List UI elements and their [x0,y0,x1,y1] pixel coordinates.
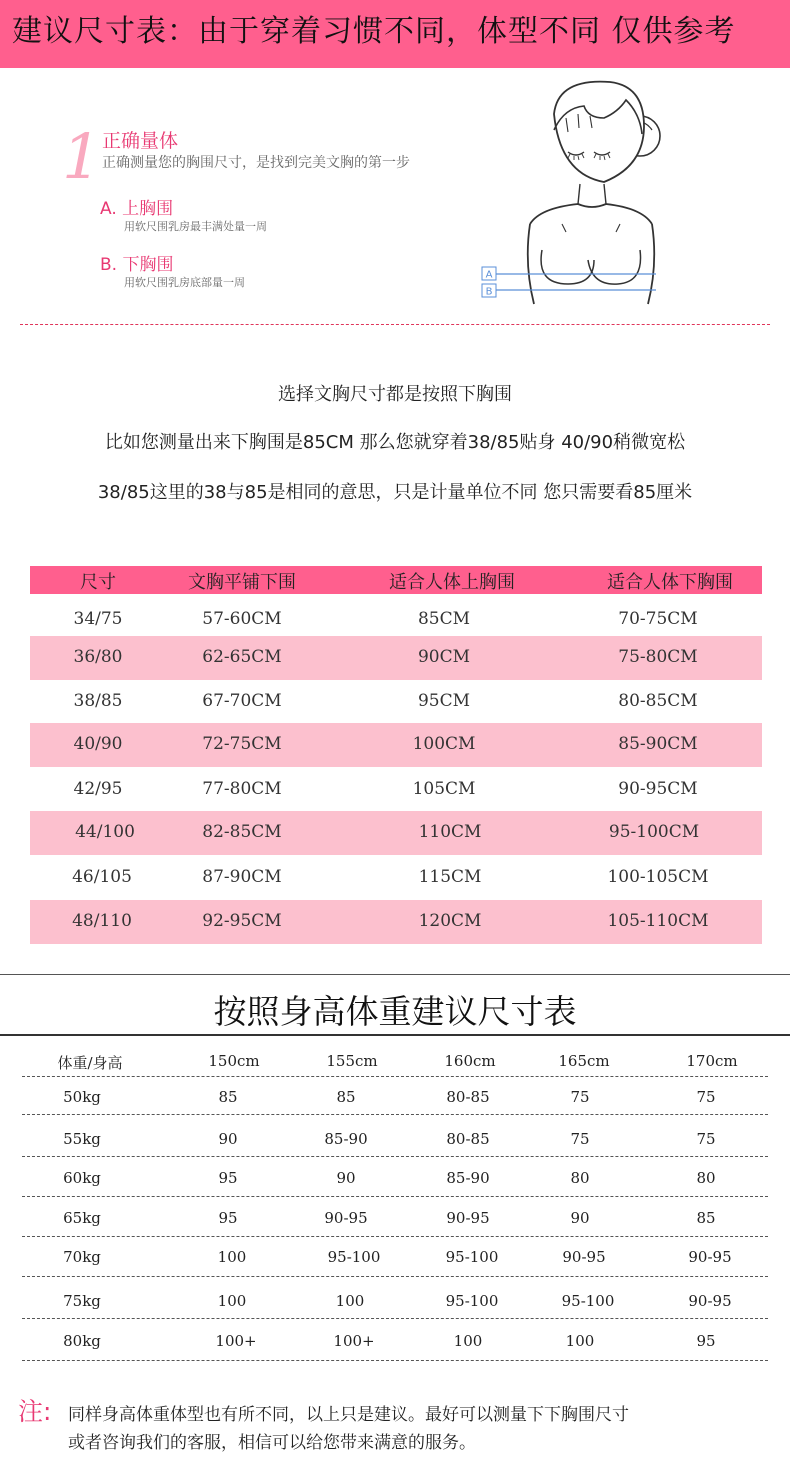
hw-cell: 85 [218,1088,238,1106]
hw-header-cell: 160cm [444,1052,496,1070]
size-row [30,768,762,812]
hw-cell: 75 [570,1088,590,1106]
hw-header-row [22,1046,768,1076]
header-cell: 适合人体下胸围 [607,572,733,593]
step-number: 1 [62,120,102,193]
hw-cell: 85 [696,1209,716,1227]
hw-cell: 80 [570,1169,590,1187]
hw-cell: 80-85 [446,1088,490,1106]
hw-cell: 100 [565,1332,595,1350]
row-divider [22,1276,768,1277]
header-cell: 尺寸 [80,572,116,593]
size-row [30,811,762,855]
table-cell: 67-70CM [202,691,282,711]
hw-cell: 90 [218,1130,238,1148]
table-cell: 72-75CM [202,734,282,754]
hw-cell: 85 [336,1088,356,1106]
table-cell: 90-95CM [618,779,698,799]
table-cell: 44/100 [75,822,135,842]
hw-cell: 80 [696,1169,716,1187]
row-divider [22,1318,768,1319]
measure-description: 正确测量您的胸围尺寸，是找到完美文胸的第一步 [102,155,410,171]
section-divider [20,324,770,325]
hw-row [22,1124,768,1154]
hw-cell: 90-95 [324,1209,368,1227]
hw-cell: 75kg [63,1292,101,1310]
table-cell: 95CM [417,691,471,711]
hw-cell: 70kg [63,1248,101,1266]
hw-cell: 90-95 [562,1248,606,1266]
table-cell: 34/75 [73,609,123,629]
under-bust-title: B. 下胸围 [100,255,174,275]
upper-bust-title: A. 上胸围 [100,199,174,219]
table-cell: 46/105 [72,867,132,887]
table-cell: 95-100CM [608,822,700,842]
row-divider [22,1236,768,1237]
hw-header-cell: 体重/身高 [57,1054,123,1072]
table-cell: 100CM [412,734,476,754]
note-mark: 注: [18,1397,52,1426]
measure-title: 正确量体 [102,130,179,152]
hw-cell: 95 [218,1169,238,1187]
hw-cell: 95 [218,1209,238,1227]
hw-cell: 100+ [215,1332,257,1350]
row-divider [22,1360,768,1361]
hw-row [22,1286,768,1316]
note-line-1: 同样身高体重体型也有所不同，以上只是建议。最好可以测量下下胸围尺寸 [68,1405,629,1425]
table-cell: 115CM [418,867,482,887]
table-cell: 105-110CM [607,911,709,931]
hw-cell: 65kg [63,1209,101,1227]
row-divider [22,1196,768,1197]
hw-cell: 100 [453,1332,483,1350]
size-row [30,900,762,944]
hw-cell: 60kg [63,1169,101,1187]
table-cell: 120CM [418,911,482,931]
table-cell: 42/95 [73,779,123,799]
size-row [30,723,762,767]
hw-cell: 95 [696,1332,716,1350]
hw-header-cell: 170cm [686,1052,738,1070]
hw-header-cell: 165cm [558,1052,610,1070]
table-cell: 62-65CM [202,647,282,667]
row-divider [22,1114,768,1115]
size-row [30,856,762,900]
banner-title: 建议尺寸表：由于穿着习惯不同，体型不同 仅供参考 [12,14,736,49]
table-cell: 36/80 [73,647,123,667]
hw-cell: 90-95 [446,1209,490,1227]
intro-line-3: 38/85这里的38与85是相同的意思，只是计量单位不同 您只需要看85厘米 [97,482,693,503]
table-cell: 90CM [417,647,471,667]
hw-cell: 75 [570,1130,590,1148]
top-banner [0,0,790,68]
table-cell: 105CM [412,779,476,799]
hw-cell: 85-90 [446,1169,490,1187]
figure-label-a: A [485,269,493,281]
size-row [30,636,762,680]
hw-row [22,1242,768,1272]
measuring-figure-illustration [470,74,670,314]
row-divider [22,1156,768,1157]
hw-cell: 100 [335,1292,365,1310]
hw-cell: 80-85 [446,1130,490,1148]
under-bust-desc: 用软尺围乳房底部量一周 [124,276,245,289]
table-cell: 38/85 [73,691,123,711]
note-line-2: 或者咨询我们的客服，相信可以给您带来满意的服务。 [68,1433,476,1453]
table-cell: 70-75CM [618,609,698,629]
hw-row [22,1082,768,1112]
hw-cell: 100 [217,1292,247,1310]
hw-cell: 90 [570,1209,590,1227]
table-cell: 92-95CM [202,911,282,931]
hw-cell: 95-100 [445,1248,499,1266]
hw-cell: 50kg [63,1088,101,1106]
hw-cell: 95-100 [327,1248,381,1266]
hw-cell: 90-95 [688,1248,732,1266]
hw-cell: 80kg [63,1332,101,1350]
intro-line-1: 选择文胸尺寸都是按照下胸围 [278,384,512,405]
intro-line-2: 比如您测量出来下胸围是85CM 那么您就穿着38/85贴身 40/90稍微宽松 [104,432,686,453]
hw-cell: 75 [696,1130,716,1148]
section-rule-bottom [0,1034,790,1036]
table-cell: 100-105CM [607,867,709,887]
hw-cell: 55kg [63,1130,101,1148]
section-rule-top [0,974,790,975]
hw-header-cell: 150cm [208,1052,260,1070]
header-cell: 适合人体上胸围 [389,572,515,593]
table-cell: 48/110 [72,911,132,931]
hw-cell: 100 [217,1248,247,1266]
table-cell: 85CM [417,609,471,629]
hw-cell: 90 [336,1169,356,1187]
table-cell: 82-85CM [202,822,282,842]
table-cell: 87-90CM [202,867,282,887]
row-divider [22,1076,768,1077]
table-cell: 85-90CM [618,734,698,754]
hw-cell: 100+ [333,1332,375,1350]
measure-guide [0,68,790,328]
table-cell: 75-80CM [618,647,698,667]
hw-cell: 75 [696,1088,716,1106]
hw-cell: 85-90 [324,1130,368,1148]
table-cell: 80-85CM [618,691,698,711]
hw-header-cell: 155cm [326,1052,378,1070]
hw-cell: 95-100 [561,1292,615,1310]
table-cell: 77-80CM [202,779,282,799]
size-row [30,680,762,724]
hw-cell: 90-95 [688,1292,732,1310]
size-table-header [30,566,762,594]
table-cell: 40/90 [73,734,123,754]
table-cell: 110CM [418,822,482,842]
hw-row [22,1203,768,1233]
hw-row [22,1326,768,1356]
hw-cell: 95-100 [445,1292,499,1310]
table-cell: 57-60CM [202,609,282,629]
header-cell: 文胸平铺下围 [188,572,296,593]
figure-label-b: B [485,286,493,298]
upper-bust-desc: 用软尺围乳房最丰满处量一周 [124,220,267,233]
height-weight-title: 按照身高体重建议尺寸表 [213,992,577,1031]
hw-row [22,1163,768,1193]
